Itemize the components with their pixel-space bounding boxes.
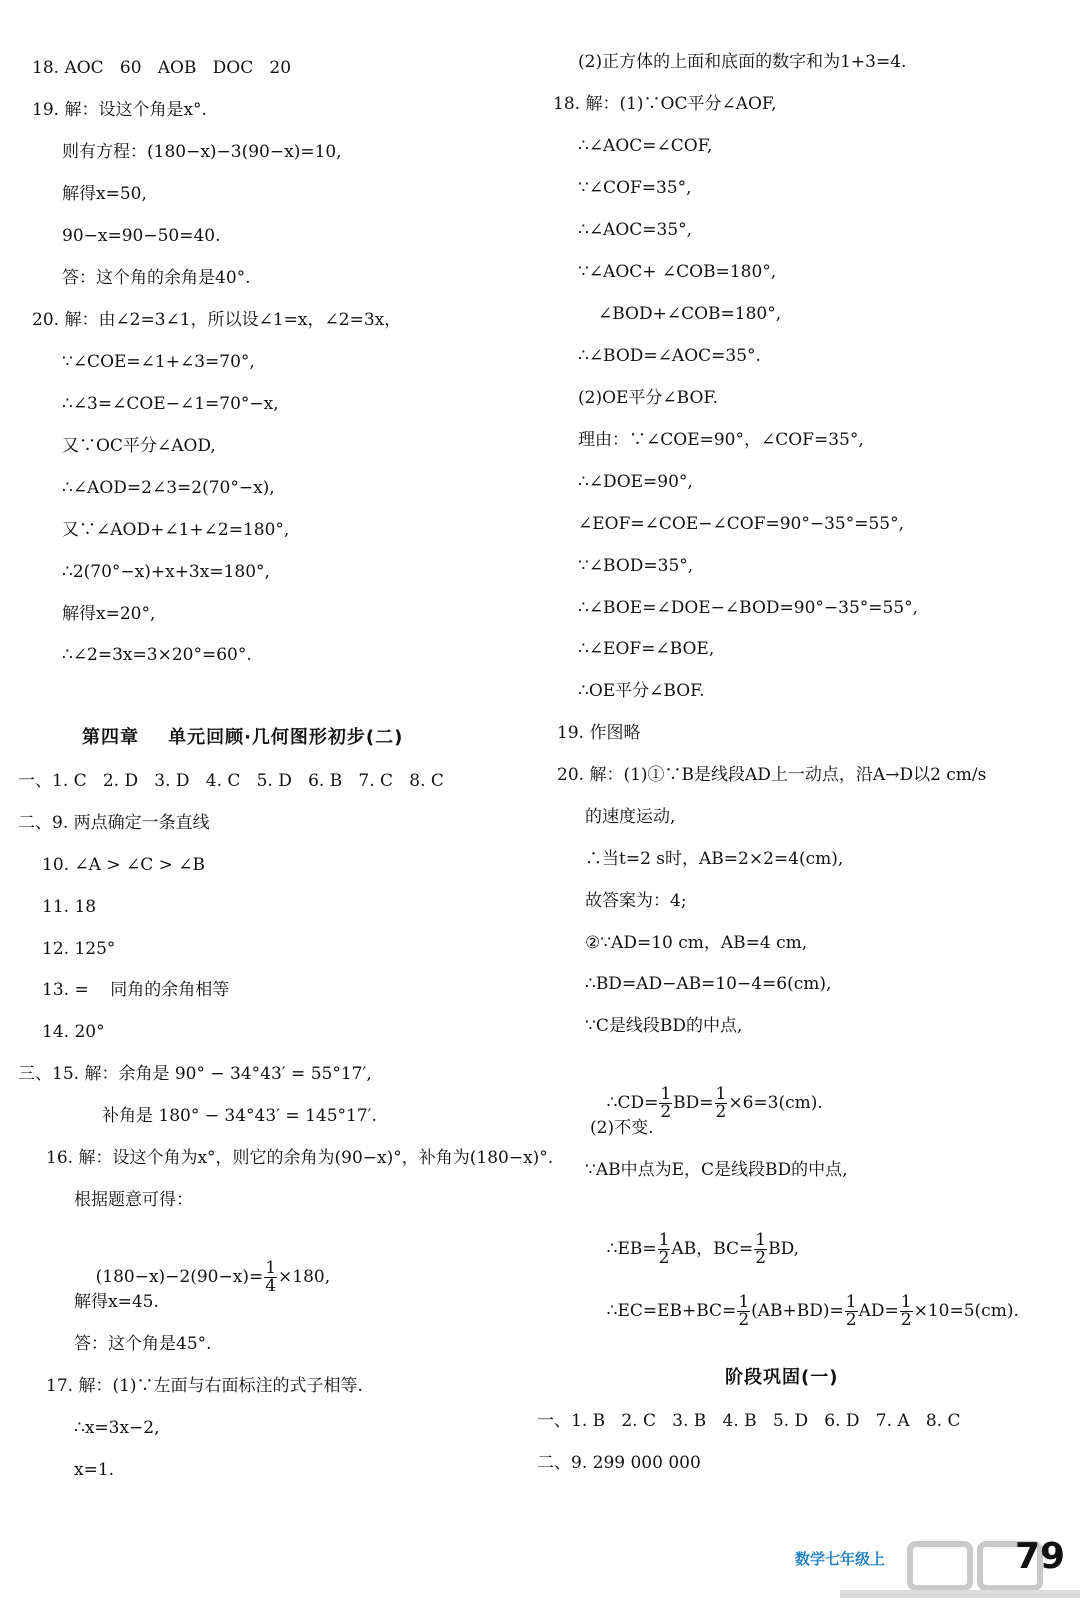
answer-line: 根据题意可得：	[74, 1190, 193, 1210]
fraction-denominator: 2	[900, 1310, 912, 1330]
answer-line: ∴∠AOC=35°,	[578, 220, 693, 240]
answer-line: 的速度运动,	[585, 807, 676, 827]
expr-part: ∴EC=EB+BC=	[606, 1301, 737, 1321]
fraction-denominator: 2	[755, 1248, 767, 1268]
fill-answer-9: 二、9. 299 000 000	[537, 1453, 701, 1473]
fraction	[658, 1232, 671, 1267]
answer-19: 19. 解：设这个角是x°.	[32, 100, 207, 120]
answer-line: 故答案为：4;	[585, 891, 687, 911]
fraction-numerator: 1	[265, 1258, 277, 1278]
expr-part: ×6=3(cm).	[728, 1093, 823, 1113]
fraction-numerator: 1	[738, 1292, 750, 1312]
expr-part: AB，BC=	[671, 1239, 754, 1259]
fill-answer-14: 14. 20°	[42, 1022, 105, 1042]
fraction	[659, 1086, 672, 1121]
page-number: 79	[1015, 1536, 1066, 1577]
answer-line: ∴BD=AD−AB=10−4=6(cm),	[585, 974, 832, 994]
answer-line: 解得x=50,	[62, 184, 147, 204]
fill-answer-12: 12. 125°	[42, 939, 116, 959]
fraction-numerator: 1	[660, 1084, 672, 1104]
answer-line: 90−x=90−50=40.	[62, 226, 221, 246]
answer-20: 20. 解：(1)①∵B是线段AD上一动点，沿A→D以2 cm/s	[557, 765, 987, 785]
fraction-denominator: 4	[265, 1276, 277, 1296]
fraction	[845, 1294, 858, 1329]
fraction	[715, 1086, 728, 1121]
answer-line: (2)正方体的上面和底面的数字和为1+3=4.	[578, 52, 907, 72]
expr-part: AD=	[858, 1301, 899, 1321]
expr-part: ×180,	[278, 1267, 331, 1287]
answer-line: ∴∠BOE=∠DOE−∠BOD=90°−35°=55°,	[578, 598, 919, 618]
expr-part: ∴EB=	[606, 1239, 657, 1259]
fill-answer-13: 13. = 同角的余角相等	[42, 980, 230, 1000]
expr-part: (AB+BD)=	[751, 1301, 844, 1321]
choice-answers: 一、1. B 2. C 3. B 4. B 5. D 6. D 7. A 8. C	[537, 1411, 961, 1431]
answer-line: ∴∠3=∠COE−∠1=70°−x,	[62, 394, 279, 414]
fraction	[754, 1232, 767, 1267]
answer-line: ∴∠BOD=∠AOC=35°.	[578, 346, 761, 366]
answer-line: x=1.	[74, 1460, 115, 1480]
fraction	[264, 1260, 277, 1295]
page-footer	[790, 1536, 1090, 1600]
answer-line: ∵∠COE=∠1+∠3=70°,	[62, 352, 255, 372]
fraction-denominator: 2	[738, 1310, 750, 1330]
answer-16: 16. 解：设这个角为x°，则它的余角为(90−x)°，补角为(180−x)°.	[46, 1148, 554, 1168]
choice-answers: 一、1. C 2. D 3. D 4. C 5. D 6. B 7. C 8. C	[18, 771, 444, 791]
fill-answer-10: 10. ∠A > ∠C > ∠B	[42, 855, 206, 875]
answer-line: 又∵∠AOD+∠1+∠2=180°,	[62, 520, 290, 540]
answer-line: ∵AB中点为E，C是线段BD的中点,	[585, 1160, 848, 1180]
fraction-numerator: 1	[845, 1292, 857, 1312]
fraction-denominator: 2	[845, 1310, 857, 1330]
expr-part: ∴CD=	[606, 1093, 659, 1113]
answer-line: 补角是 180° − 34°43′ = 145°17′.	[102, 1106, 377, 1126]
answer-18: 18. 解：(1)∵OC平分∠AOF,	[553, 94, 777, 114]
answer-line: ∵C是线段BD的中点,	[585, 1016, 743, 1036]
fill-answer-9: 二、9. 两点确定一条直线	[18, 813, 210, 833]
fraction-numerator: 1	[658, 1230, 670, 1250]
answer-line: ∴∠EOF=∠BOE,	[578, 639, 715, 659]
answer-line: 解得x=45.	[74, 1292, 159, 1312]
answer-17: 17. 解：(1)∵左面与右面标注的式子相等.	[46, 1376, 363, 1396]
answer-18: 18. AOC 60 AOB DOC 20	[32, 58, 292, 78]
fraction-denominator: 2	[715, 1102, 727, 1122]
answer-line: ∵∠BOD=35°,	[578, 556, 694, 576]
answer-line: ∴当t=2 s时，AB=2×2=4(cm),	[585, 849, 844, 869]
expr-part: (180−x)−2(90−x)=	[95, 1267, 264, 1287]
answer-19: 19. 作图略	[557, 723, 641, 743]
expr-part: BD=	[673, 1093, 714, 1113]
answer-15: 三、15. 解：余角是 90° − 34°43′ = 55°17′,	[18, 1064, 372, 1084]
fraction-denominator: 2	[658, 1248, 670, 1268]
answer-line: ∠BOD+∠COB=180°,	[598, 304, 782, 324]
answer-line: ②∵AD=10 cm，AB=4 cm,	[585, 933, 808, 953]
answer-line: ∴OE平分∠BOF.	[578, 681, 705, 701]
answer-line: 理由：∵∠COE=90°，∠COF=35°,	[578, 430, 864, 450]
fraction-numerator: 1	[715, 1084, 727, 1104]
answer-line: ∵∠AOC+ ∠COB=180°,	[578, 262, 777, 282]
answer-line: ∠EOF=∠COE−∠COF=90°−35°=55°,	[578, 514, 904, 534]
expr-part: BD,	[768, 1239, 800, 1259]
answer-20: 20. 解：由∠2=3∠1，所以设∠1=x，∠2=3x，	[32, 310, 402, 330]
expr-part: ×10=5(cm).	[913, 1301, 1019, 1321]
answer-line: 解得x=20°,	[62, 604, 156, 624]
chapter-heading: 第四章 单元回顾·几何图形初步(二)	[82, 727, 404, 748]
answer-line: ∵∠COF=35°,	[578, 178, 692, 198]
section-heading: 阶段巩固(一)	[725, 1367, 839, 1388]
answer-line: ∴x=3x−2,	[74, 1418, 160, 1438]
fraction	[900, 1294, 913, 1329]
fraction-numerator: 1	[755, 1230, 767, 1250]
answer-line: ∴∠AOC=∠COF,	[578, 136, 713, 156]
answer-line: 答：这个角的余角是40°.	[62, 268, 251, 288]
book-label: 数学七年级上	[795, 1550, 886, 1568]
answer-line: (2)不变.	[590, 1118, 654, 1138]
answer-line: (2)OE平分∠BOF.	[578, 388, 718, 408]
answer-line: 又∵OC平分∠AOD,	[62, 436, 216, 456]
answer-line: ∴∠AOD=2∠3=2(70°−x),	[62, 478, 275, 498]
answer-line: ∴2(70°−x)+x+3x=180°,	[62, 562, 270, 582]
fraction	[737, 1294, 750, 1329]
answer-line-fraction	[585, 1270, 1019, 1353]
answer-line: ∴∠DOE=90°,	[578, 472, 693, 492]
answer-line: 则有方程：(180−x)−3(90−x)=10,	[62, 142, 342, 162]
fraction-numerator: 1	[900, 1292, 912, 1312]
answer-line: 答：这个角是45°.	[74, 1334, 212, 1354]
fraction-denominator: 2	[660, 1102, 672, 1122]
fill-answer-11: 11. 18	[42, 897, 97, 917]
answer-line: ∴∠2=3x=3×20°=60°.	[62, 645, 252, 665]
